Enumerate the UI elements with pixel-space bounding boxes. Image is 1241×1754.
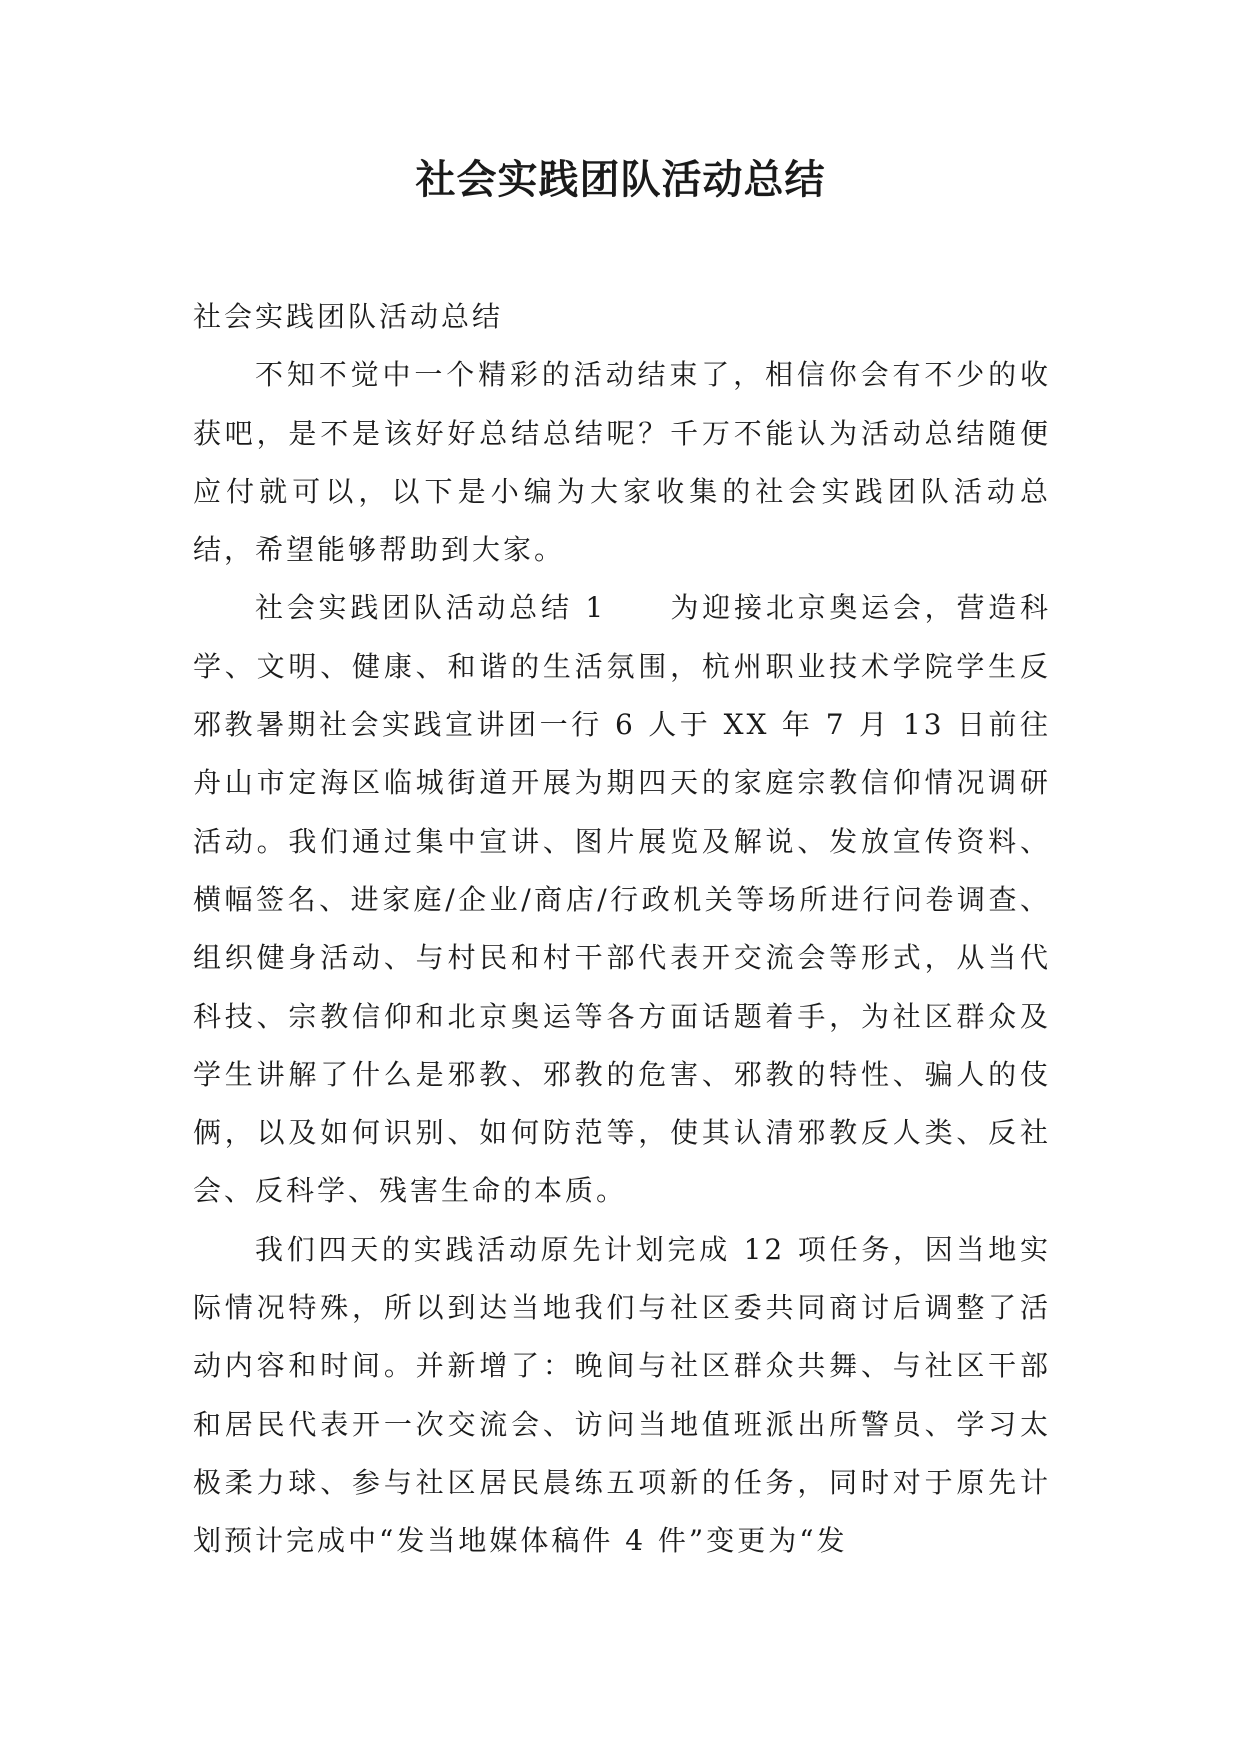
paragraph-intro: 不知不觉中一个精彩的活动结束了，相信你会有不少的收获吧，是不是该好好总结总结呢？千万不能认为活动总结随便应付就可以，以下是小编为大家收集的社会实践团队活动总结，希望能够帮助到大家。 xyxy=(193,358,1051,567)
document-title: 社会实践团队活动总结 xyxy=(415,157,826,203)
paragraph-tasks: 我们四天的实践活动原先计划完成 12 项任务，因当地实际情况特殊，所以到达当地我们与社区委共同商讨后调整了活动内容和时间。并新增了：晚间与社区群众共舞、与社区干部和居民代表开一次交流会、访问当地值班派出所警员、学习太极柔力球、参与社区居民晨练五项新的任务，同时对于原先计划预计完成中“发当地媒体稿件 4 件”变更为“发 xyxy=(193,1232,1051,1558)
document-subtitle: 社会实践团队活动总结 xyxy=(193,300,504,333)
document-body xyxy=(193,288,1051,1571)
paragraph-summary-1: 社会实践团队活动总结 1 为迎接北京奥运会，营造科学、文明、健康、和谐的生活氛围，杭州职业技术学院学生反邪教暑期社会实践宣讲团一行 6 人于 XX 年 7 月 13 日前往舟山市定海区临城街道开展为期四天的家庭宗教信仰情况调研活动。我们通过集中宣讲、图片展览及解说、发放宣传资料、横幅签名、进家庭/企业/商店/行政机关等场所进行问卷调查、组织健身活动、与村民和村干部代表开交流会等形式，从当代科技、宗教信仰和北京奥运等各方面话题着手，为社区群众及学生讲解了什么是邪教、邪教的危害、邪教的特性、骗人的伎俩，以及如何识别、如何防范等，使其认清邪教反人类、反社会、反科学、残害生命的本质。 xyxy=(193,591,1051,1208)
